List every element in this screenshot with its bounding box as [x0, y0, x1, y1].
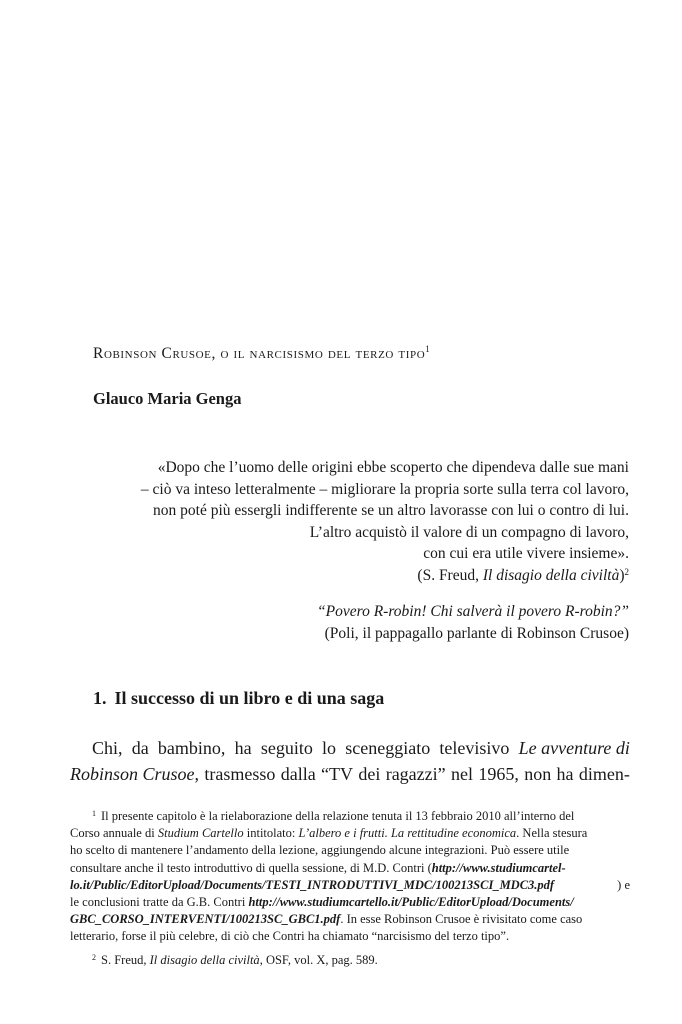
footnote-line	[70, 825, 630, 842]
fn-url-link[interactable]: GBC_CORSO_INTERVENTI/100213SC_GBC1.pdf	[70, 912, 341, 927]
epigraph-line: L’altro acquistò il valore di un compagno di lavoro,	[309, 523, 629, 541]
section-title: Il successo di un libro e di una saga	[114, 688, 385, 708]
footnote-1-line6	[70, 894, 574, 911]
fn-text: intitolato:	[243, 826, 299, 841]
section-heading	[93, 688, 384, 709]
footnote-2-marker: 2	[92, 952, 96, 962]
body-paragraph	[70, 735, 630, 787]
book-title-part: Le avventure di	[518, 738, 630, 758]
word: 1965,	[478, 764, 519, 784]
epigraph-line: con cui era utile vivere insieme».	[423, 545, 629, 563]
footnote-line	[70, 911, 630, 928]
fn-text: , OSF, vol. X, pag. 589.	[259, 952, 378, 967]
footnote-1-line4	[70, 860, 566, 877]
footnote-1	[70, 808, 630, 946]
fn-italic-studium: Studium Cartello	[157, 826, 244, 841]
word: nel	[451, 764, 473, 784]
citation-title: Il disagio della civiltà	[482, 566, 620, 584]
word: “TV	[321, 764, 354, 784]
footnote-1-text	[92, 808, 574, 825]
word: ha	[556, 764, 574, 784]
fn-text: S. Freud,	[101, 952, 150, 967]
fn-url-link[interactable]: http://www.studiumcartello.it/Public/EditorUpload/Documents/	[248, 895, 574, 910]
footnote-line	[70, 842, 630, 859]
fn-url-link[interactable]: http://www.studiumcartel-	[431, 860, 566, 875]
chapter-title-text: Robinson Crusoe, o il narcisismo del terzo tipo	[93, 345, 426, 362]
footnote-line	[70, 877, 630, 894]
word: televisivo	[439, 738, 510, 758]
fn-url-link[interactable]: lo.it/Public/EditorUpload/Documents/TESTI_INTRODUTTIVI_MDC/100213SCI_MDC3.pdf	[70, 877, 555, 892]
epigraph-freud	[69, 457, 629, 587]
epigraph-line: non poté più essergli indifferente se un altro lavorasse con lui o contro di lui.	[153, 502, 629, 520]
word: ha	[234, 738, 252, 758]
body-line-1	[70, 735, 630, 761]
chapter-title	[93, 344, 430, 363]
fn-text: consultare anche il testo introduttivo di quella sessione, di M.D. Contri (	[70, 860, 432, 875]
footnote-line	[70, 894, 630, 911]
fn-text: Corso annuale di	[70, 826, 158, 841]
book-title-end: Robinson Crusoe,	[70, 764, 200, 784]
footnote-1-line2	[70, 825, 587, 842]
footnote-line	[70, 860, 630, 877]
citation-author: (S. Freud,	[417, 566, 483, 584]
word: ragazzi”	[385, 764, 446, 784]
epigraph-line: – ciò va inteso letteralmente – migliorare la propria sorte sulla terra col lavoro,	[140, 480, 629, 498]
word: trasmesso	[204, 764, 276, 784]
word: da	[131, 738, 149, 758]
epigraph-citation	[69, 565, 629, 587]
footnote-1-line1: Il presente capitolo è la rielaborazione della relazione tenuta il 13 febbraio 2010 all’interno del	[101, 809, 575, 823]
footnote-1-line3: ho scelto di mantenere l’andamento della lezione, aggiungendo alcune integrazioni. Può essere utile	[70, 843, 570, 858]
footnote-line	[70, 808, 630, 825]
word: sceneggiato	[345, 738, 431, 758]
fn-italic-title: Il disagio della civiltà	[149, 952, 260, 967]
citation-close: )	[619, 566, 625, 584]
word: bambino,	[157, 738, 226, 758]
word: dalla	[280, 764, 316, 784]
footnote-1-marker: 1	[92, 809, 96, 818]
word: dimen-	[578, 764, 630, 784]
fn-text: . Nella stesura	[516, 826, 588, 841]
footnote-1-line7	[70, 911, 582, 928]
footnote-1-line8: letterario, forse il più celebre, di ciò che Contri ha chiamato “narcisismo del terzo tipo”.	[70, 929, 510, 944]
footnote-line	[70, 928, 630, 945]
body-line-2	[70, 761, 630, 787]
parrot-attribution: (Poli, il pappagallo parlante di Robinson Crusoe)	[324, 624, 629, 642]
word: dei	[358, 764, 381, 784]
fn-text: . In esse Robinson Crusoe è rivisitato come caso	[340, 912, 583, 927]
footnote-2	[70, 952, 630, 969]
word: seguito	[260, 738, 313, 758]
footnote-ref-1[interactable]: 1	[425, 344, 430, 354]
word: Chi,	[92, 738, 123, 758]
fn-italic-course-title: L’albero e i frutti. La rettitudine economica	[298, 826, 517, 841]
fn-text: ) e	[617, 877, 630, 892]
parrot-quote: “Povero R-robin! Chi salverà il povero R-robin?”	[317, 603, 629, 620]
footnote-ref-2[interactable]: 2	[624, 566, 629, 577]
footnotes	[70, 808, 630, 969]
chapter-author: Glauco Maria Genga	[93, 389, 242, 408]
epigraph-line: «Dopo che l’uomo delle origini ebbe scoperto che dipendeva dalle sue mani	[157, 459, 629, 476]
epigraph-parrot	[69, 601, 629, 644]
word: non	[524, 764, 552, 784]
fn-text: le conclusioni tratte da G.B. Contri	[70, 895, 249, 910]
word: lo	[322, 738, 337, 758]
book-title-italic: Robinson Crusoe	[70, 764, 195, 784]
section-number: 1.	[93, 688, 107, 708]
